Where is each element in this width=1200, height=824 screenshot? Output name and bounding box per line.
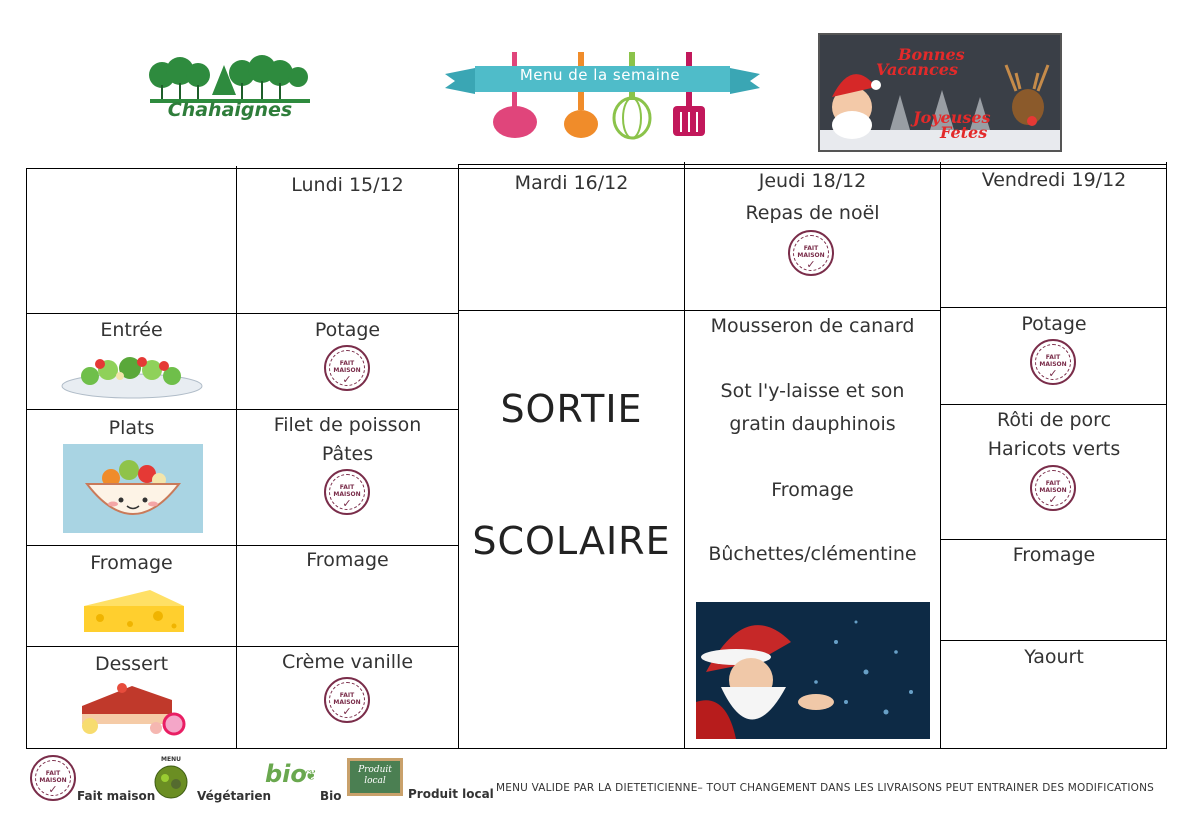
menu-banner: [445, 48, 760, 143]
day-header-thursday: Jeudi 18/12: [758, 170, 867, 192]
tree-icon: [140, 55, 320, 105]
stamp-line1: FAIT: [339, 360, 355, 367]
dietician-note: MENU VALIDE PAR LA DIETETICIENNE– TOUT CHANGEMENT DANS LES LIVRAISONS PEUT ENTRAINER DES MODIFICATIONS: [496, 782, 1155, 794]
local-icon-line1: Produit: [358, 765, 392, 775]
monday-plat-line1: Filet de poisson: [273, 414, 422, 436]
friday-plat-line2: Haricots verts: [987, 438, 1121, 460]
thursday-dessert: Bûchettes/clémentine: [708, 543, 917, 565]
stamp-line2: MAISON: [333, 367, 361, 374]
checkmark-icon: ✓: [806, 258, 816, 271]
course-label-plats: Plats: [108, 417, 155, 439]
checkmark-icon: ✓: [342, 497, 352, 510]
fait-maison-stamp-icon: [788, 230, 834, 276]
row-divider: [26, 409, 458, 410]
stamp-line1: FAIT: [339, 484, 355, 491]
thursday-entree: Mousseron de canard: [710, 315, 915, 337]
legend-bio-label: Bio: [320, 789, 342, 803]
stamp-line1: FAIT: [803, 245, 819, 252]
fait-maison-stamp-icon: [1030, 465, 1076, 511]
vegetable-plate-icon: [150, 764, 192, 804]
tuesday-outing-line1: SORTIE: [500, 387, 643, 431]
dessert-cake-icon: [72, 680, 196, 736]
food-bowl-icon: [63, 444, 203, 533]
xmas-text-vacances: Vacances: [876, 60, 958, 79]
day-header-friday: Vendredi 19/12: [981, 169, 1127, 191]
row-divider: [940, 539, 1167, 540]
thursday-fromage: Fromage: [771, 479, 854, 501]
christmas-meal-note: Repas de noël: [745, 202, 880, 224]
cheese-icon: [80, 588, 186, 634]
row-divider: [940, 640, 1167, 641]
legend-fait-maison-label: Fait maison: [77, 789, 156, 803]
row-divider: [26, 313, 458, 314]
xmas-text-bonnes: Bonnes: [898, 45, 965, 64]
stamp-line2: MAISON: [39, 777, 67, 784]
kitchen-utensils-icon: [445, 48, 760, 143]
table-border-top: [458, 164, 1167, 165]
legend-produit-local-icon: [347, 758, 403, 796]
legend-produit-local-label: Produit local: [408, 787, 494, 801]
fait-maison-stamp-icon: [324, 677, 370, 723]
monday-entree: Potage: [314, 319, 381, 341]
checkmark-icon: ✓: [48, 783, 58, 796]
fait-maison-stamp-icon: [324, 469, 370, 515]
column-divider: [684, 162, 685, 749]
checkmark-icon: ✓: [1048, 367, 1058, 380]
stamp-line2: MAISON: [333, 491, 361, 498]
monday-fromage: Fromage: [306, 549, 389, 571]
monday-dessert: Crème vanille: [281, 651, 414, 673]
day-header-tuesday: Mardi 16/12: [514, 172, 629, 194]
row-divider: [458, 310, 940, 311]
fait-maison-stamp-icon: [324, 345, 370, 391]
friday-fromage: Fromage: [1012, 544, 1096, 566]
legend-vegetarien-icon: [150, 756, 192, 804]
local-icon-line2: local: [364, 776, 386, 786]
column-divider: [458, 164, 459, 749]
checkmark-icon: ✓: [342, 373, 352, 386]
row-divider: [940, 307, 1167, 308]
stamp-line1: FAIT: [1045, 354, 1061, 361]
friday-dessert: Yaourt: [1024, 646, 1084, 668]
row-divider: [26, 646, 458, 647]
bio-logo-text: bio: [265, 760, 307, 788]
table-border-bottom: [26, 748, 1167, 749]
friday-plat-line1: Rôti de porc: [996, 409, 1112, 431]
stamp-line2: MAISON: [1039, 361, 1067, 368]
monday-plat-line2: Pâtes: [321, 443, 374, 465]
vege-icon-caption: MENU: [161, 756, 181, 763]
legend-bio-icon: [265, 760, 319, 796]
stamp-line1: FAIT: [339, 692, 355, 699]
stamp-line2: MAISON: [1039, 487, 1067, 494]
stamp-line1: FAIT: [1045, 480, 1061, 487]
friday-entree: Potage: [1021, 313, 1087, 335]
fait-maison-stamp-icon: [1030, 339, 1076, 385]
thursday-plat-line1: Sot l'y-laisse et son: [720, 380, 905, 402]
tuesday-outing-line2: SCOLAIRE: [472, 519, 671, 563]
day-header-monday: Lundi 15/12: [291, 174, 404, 196]
checkmark-icon: ✓: [1048, 493, 1058, 506]
stamp-line2: MAISON: [333, 699, 361, 706]
stamp-line1: FAIT: [45, 770, 61, 777]
course-label-dessert: Dessert: [94, 653, 169, 675]
xmas-text-joyeuses: Joyeuses: [913, 108, 991, 127]
santa-claus-photo: [696, 602, 930, 739]
checkmark-icon: ✓: [342, 705, 352, 718]
legend-vegetarien-label: Végétarien: [197, 789, 272, 803]
leaf-icon: ❦: [305, 768, 317, 784]
salad-icon: [60, 350, 204, 402]
chahaignes-logo: [140, 55, 320, 130]
banner-title: Menu de la semaine: [519, 66, 681, 84]
stamp-line2: MAISON: [797, 252, 825, 259]
logo-text: Chahaignes: [167, 99, 293, 121]
xmas-text-fetes: Fetes: [940, 123, 988, 142]
row-divider: [940, 404, 1167, 405]
thursday-plat-line2: gratin dauphinois: [729, 413, 896, 435]
course-label-fromage: Fromage: [90, 552, 173, 574]
christmas-greeting-image: [818, 33, 1062, 152]
course-label-entree: Entrée: [100, 319, 163, 341]
legend-fait-maison-icon: [30, 755, 76, 801]
